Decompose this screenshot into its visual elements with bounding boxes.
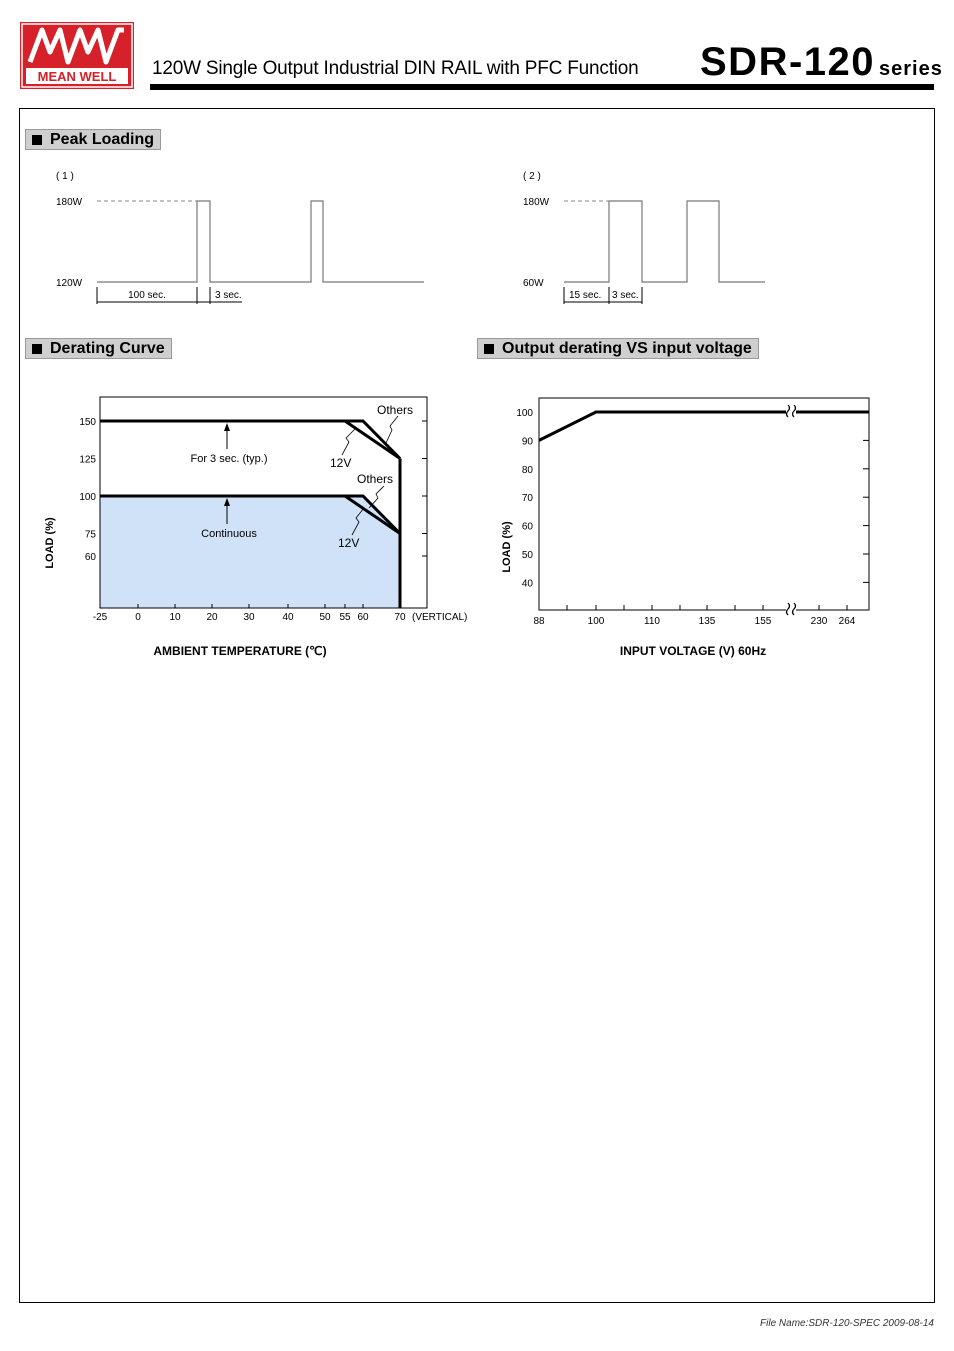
input-derating-chart (490, 385, 890, 670)
input-derating-plot-frame (539, 398, 869, 610)
input-x-tick-label: 230 (810, 616, 828, 627)
peak-annotation: For 3 sec. (typ.) (190, 453, 268, 465)
derating-x-note: (VERTICAL) (412, 612, 468, 623)
page-subtitle: 120W Single Output Industrial DIN RAIL with PFC Function (152, 58, 639, 79)
others-lower-label: Others (357, 472, 394, 486)
peak2-waveform (564, 201, 765, 282)
input-y-tick-label: 80 (521, 464, 533, 476)
v12-upper-leader (342, 428, 356, 455)
derating-y-tick-label: 75 (84, 529, 96, 541)
peak2-label: ( 2 ) (523, 171, 541, 182)
derating-chart (30, 385, 475, 670)
section-output-derating (477, 338, 759, 359)
input-x-tick-label: 135 (698, 616, 716, 627)
model-title (700, 40, 943, 85)
section-output-derating-label: Output derating VS input voltage (502, 340, 752, 357)
derating-x-tick-label: 20 (206, 612, 218, 623)
derating-x-tick-label: 40 (282, 612, 294, 623)
logo-mw-mark (30, 30, 124, 62)
input-x-tick-label: 155 (754, 616, 772, 627)
derating-x-tick-label: 55 (339, 612, 351, 623)
continuous-area (100, 496, 400, 608)
input-x-tick-label: 264 (838, 616, 856, 627)
header-rule (150, 84, 934, 90)
derating-y-tick-label: 125 (79, 454, 96, 466)
peak-diagram-2 (500, 160, 800, 310)
derating-x-tick-label: 70 (394, 612, 406, 623)
input-x-tick-label: 110 (644, 616, 660, 627)
input-y-tick-label: 100 (516, 408, 533, 419)
derating-y-tick-label: 100 (79, 492, 96, 503)
derating-xlabel: AMBIENT TEMPERATURE (℃) (153, 644, 327, 658)
axis-break-top-icon (786, 403, 796, 419)
input-derating-xlabel: INPUT VOLTAGE (V) 60Hz (619, 644, 767, 658)
derating-ylabel: LOAD (%) (44, 517, 56, 569)
model-name: SDR-120 (700, 40, 876, 84)
derating-x-tick-label: 0 (135, 612, 141, 623)
bullet-square-icon (32, 344, 42, 354)
peak2-long-interval: 15 sec. (569, 290, 602, 301)
input-y-tick-label: 70 (521, 493, 533, 505)
input-y-tick-label: 40 (521, 578, 533, 590)
peak1-long-interval: 100 sec. (128, 290, 166, 301)
section-derating-curve (25, 338, 172, 359)
derating-y-tick-label: 150 (79, 417, 96, 428)
input-derating-lines (539, 412, 869, 440)
peak1-label: ( 1 ) (56, 171, 74, 182)
derating-x-tick-label: 30 (243, 612, 255, 623)
input-derating-ticks (516, 408, 869, 627)
peak2-low-label: 60W (523, 278, 544, 289)
bullet-square-icon (484, 344, 494, 354)
peak1-waveform (97, 201, 424, 282)
peak1-high-label: 180W (56, 197, 83, 208)
input-x-tick-label: 88 (533, 616, 545, 627)
input-y-tick-label: 60 (521, 521, 533, 533)
bullet-square-icon (32, 135, 42, 145)
axis-break-bottom-icon (786, 602, 796, 618)
derating-x-tick-label: 60 (357, 612, 369, 623)
peak1-low-label: 120W (56, 278, 83, 289)
v12-lower-label: 12V (338, 536, 360, 550)
v12-upper-label: 12V (330, 456, 352, 470)
section-peak-loading (25, 129, 161, 150)
derating-fill-layer (100, 496, 400, 608)
others-upper-label: Others (377, 403, 414, 417)
section-derating-curve-label: Derating Curve (50, 340, 165, 357)
series-word: series (879, 58, 943, 80)
footer-file-name: File Name:SDR-120-SPEC 2009-08-14 (760, 1318, 934, 1329)
input-y-tick-label: 50 (521, 550, 533, 561)
derating-x-tick-label: 50 (319, 612, 331, 623)
derating-x-tick-label: -25 (92, 612, 108, 623)
peak1-short-interval: 3 sec. (215, 290, 242, 301)
derating-y-tick-label: 60 (84, 552, 96, 563)
derating-x-tick-label: 10 (169, 612, 181, 623)
continuous-annotation: Continuous (201, 528, 257, 540)
input-derating-series-line (539, 412, 869, 440)
logo-brand-text: MEAN WELL (37, 69, 117, 84)
peak-diagram-1 (40, 160, 460, 310)
mean-well-logo (20, 22, 134, 89)
input-x-tick-label: 100 (587, 616, 605, 627)
input-y-tick-label: 90 (521, 436, 533, 448)
peak2-short-interval: 3 sec. (612, 290, 639, 301)
input-derating-ylabel: LOAD (%) (501, 521, 513, 573)
peak-arrowhead-icon (224, 423, 230, 431)
peak2-high-label: 180W (523, 197, 550, 208)
section-peak-loading-label: Peak Loading (50, 131, 155, 148)
others-upper-leader (386, 416, 398, 443)
